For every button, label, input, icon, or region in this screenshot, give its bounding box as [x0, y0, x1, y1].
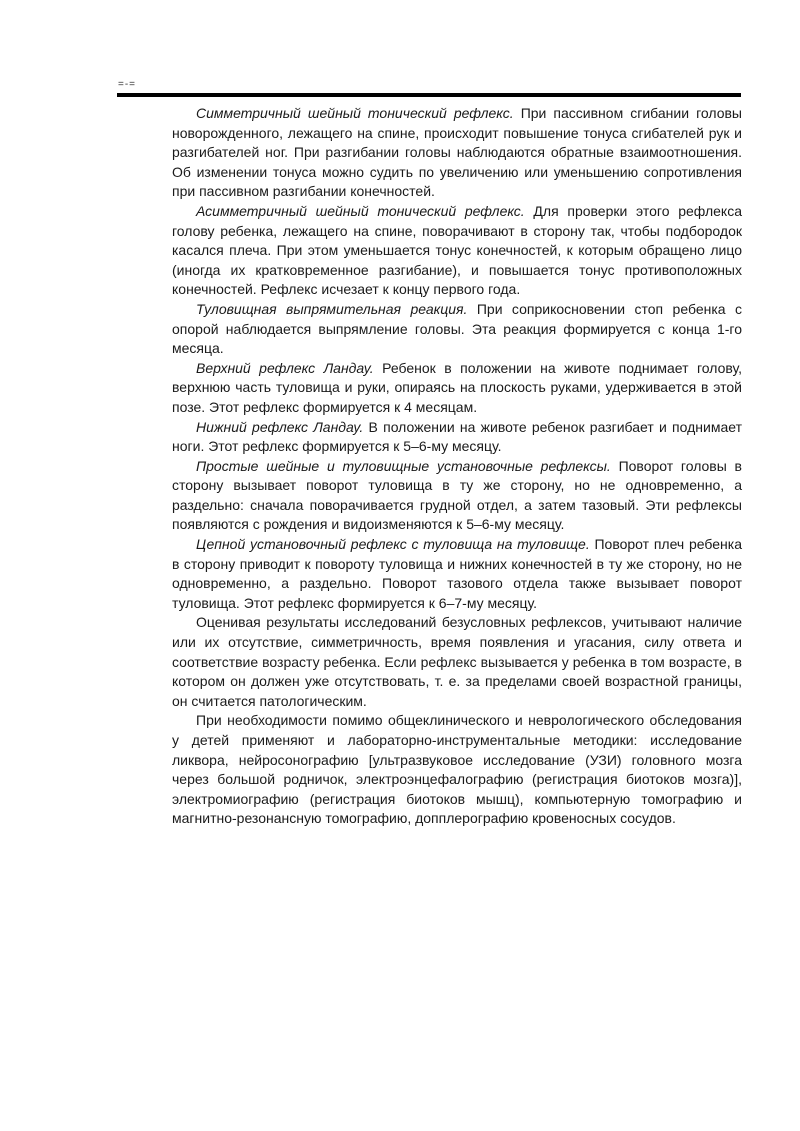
page-header-mark: =-= — [118, 79, 137, 90]
term: Цепной установочный рефлекс с туловища на туловище. — [196, 536, 590, 553]
paragraph-text: При соприкосновении стоп ребенка с опорой наблюдается выпрямление головы. Эта реакция формируется с конца 1-го месяца. — [172, 300, 742, 357]
paragraph-text: Поворот головы в сторону вызывает поворот туловища в ту же сторону, но не одновременно, а раздельно: сначала поворачивается грудной отдел, а затем тазовый. Эти рефлексы появляются с рождения и видоизменяются к 5–6-му месяцу. — [172, 457, 742, 533]
text-body — [172, 104, 742, 829]
paragraph-text: При пассивном сгибании головы новорожденного, лежащего на спине, происходит повышение тонуса сгибателей рук и разгибателей ног. При разгибании головы наблюдаются обратные взаимоотношения. Об изменении тонуса можно судить по увеличению или уменьшению сопротивления при пассивном разгибании конечностей. — [172, 105, 742, 200]
paragraph-text: В положении на животе ребенок разгибает и поднимает ноги. Этот рефлекс формируется к 5–6-му месяцу. — [172, 418, 742, 455]
paragraph — [172, 457, 742, 535]
paragraph-text: Оценивая результаты исследований безусловных рефлексов, учитывают наличие или их отсутствие, симметричность, время появления и угасания, силу ответа и соответствие возрасту ребенка. Если рефлекс вызывается у ребенка в том возрасте, в котором он должен уже отсутствовать, т. е. за пределами своей возрастной границы, он считается патологическим. — [172, 614, 742, 709]
paragraph — [172, 202, 742, 300]
paragraph — [172, 418, 742, 457]
header-rule — [117, 93, 741, 97]
paragraph — [172, 711, 742, 829]
term: Асимметричный шейный тонический рефлекс. — [196, 202, 525, 219]
paragraph-text: Поворот плеч ребенка в сторону приводит к повороту туловища и нижних конечностей в ту же сторону, но не одновременно, а раздельно. Поворот тазового отдела также вызывает поворот туловища. Этот рефлекс формируется к 6–7-му месяцу. — [172, 536, 742, 611]
paragraph-text: Для проверки этого рефлекса голову ребенка, лежащего на спине, поворачивают в сторону так, чтобы подбородок касался плеча. При этом уменьшается тонус конечностей, к которым обращено лицо (иногда их кратковременное разгибание), и повышается тонус противоположных конечностей. Рефлекс исчезает к концу первого года. — [172, 202, 742, 298]
term: Простые шейные и туловищные установочные рефлексы. — [196, 457, 611, 474]
paragraph — [172, 359, 742, 418]
paragraph — [172, 613, 742, 711]
paragraph — [172, 300, 742, 359]
paragraph — [172, 535, 742, 613]
paragraph — [172, 104, 742, 202]
term: Нижний рефлекс Ландау. — [196, 418, 364, 435]
paragraph-text: При необходимости помимо общеклинического и неврологического обследования у детей применяют и лабораторно-инструментальные методики: исследование ликвора, нейросонографию [ультразвуковое исследование (УЗИ) головного мозга через большой родничок, электроэнцефалографию (регистрация биотоков мозга)], электромиографию (регистрация биотоков мышц), компьютерную томографию и магнитно-резонансную томографию, допплерографию кровеносных сосудов. — [172, 712, 742, 827]
term: Туловищная выпрямительная реакция. — [196, 300, 468, 317]
term: Симметричный шейный тонический рефлекс. — [196, 105, 514, 121]
term: Верхний рефлекс Ландау. — [196, 359, 374, 376]
paragraph-text: Ребенок в положении на животе поднимает голову, верхнюю часть туловища и руки, опираясь на плоскость руками, удерживается в этой позе. Этот рефлекс формируется к 4 месяцам. — [172, 359, 743, 415]
